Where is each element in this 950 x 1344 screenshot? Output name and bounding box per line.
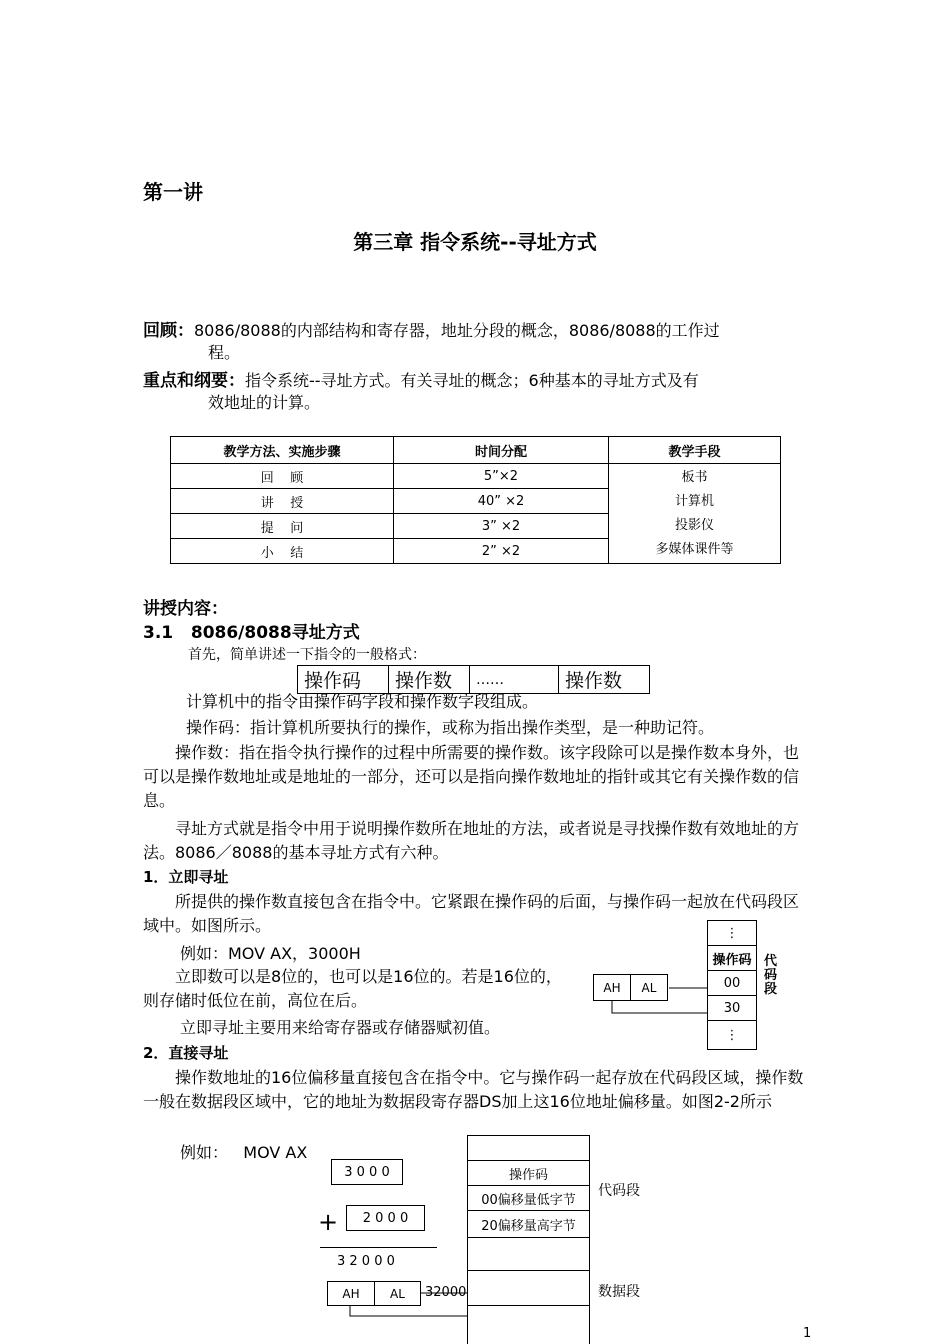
plus-sign: +: [318, 1208, 339, 1236]
review-line2: 程。: [208, 343, 241, 362]
para-composition: 计算机中的指令由操作码字段和操作数字段组成。: [186, 692, 539, 711]
content-heading: 讲授内容：: [143, 599, 228, 619]
register-ah: AH: [327, 1281, 375, 1306]
step-cell: 回 顾: [171, 464, 394, 489]
means-item: 板书: [681, 470, 708, 485]
time-cell: 2” ×2: [394, 539, 609, 564]
memory-dots: ⋮: [707, 920, 757, 946]
key-points-label: 重点和纲要：: [143, 371, 245, 391]
chapter-title: 第三章 指令系统--寻址方式: [353, 230, 597, 254]
memory-opcode: 操作码: [707, 945, 757, 971]
para-operand: 操作数：指在指令执行操作的过程中所需要的操作数。该字段除可以是操作数本身外，也可以是操作数地址或是地址的一部分，还可以是指向操作数地址的指针或其它有关操作数的信息。: [143, 743, 800, 810]
time-cell: 3” ×2: [394, 514, 609, 539]
para-addressing: 寻址方式就是指令中用于说明操作数所在地址的方法，或者说是寻找操作数有效地址的方法。8086／8088的基本寻址方式有六种。: [143, 819, 800, 862]
review-label: 回顾：: [143, 321, 194, 341]
memory-opcode: 操作码: [467, 1160, 590, 1186]
step-cell: 提 问: [171, 514, 394, 539]
step-cell: 小 结: [171, 539, 394, 564]
immediate-para1: 所提供的操作数直接包含在指令中。它紧跟在操作码的后面，与操作码一起放在代码段区域中。如图所示。: [143, 892, 800, 935]
format-operand: 操作数: [389, 666, 470, 694]
memory-offset-high: 20偏移量高字节: [467, 1210, 590, 1238]
means-item: 投影仪: [674, 518, 714, 533]
direct-example: 例如： MOV AX: [180, 1143, 308, 1162]
time-cell: 5”×2: [394, 464, 609, 489]
immediate-example: 例如：MOV AX，3000H: [180, 944, 361, 963]
time-cell: 40” ×2: [394, 489, 609, 514]
code-segment-label: 代码段: [598, 1183, 640, 1199]
header-time: 时间分配: [394, 437, 609, 464]
address-label: 32000: [425, 1285, 467, 1300]
means-item: 计算机: [674, 494, 714, 509]
format-ellipsis: ……: [470, 666, 559, 694]
page-number: 1: [803, 1326, 812, 1341]
code-segment-label: 代码段: [764, 954, 778, 997]
format-operand: 操作数: [559, 666, 650, 694]
para-opcode: 操作码：指计算机所要执行的操作，或称为指出操作类型，是一种助记符。: [186, 718, 715, 737]
header-method: 教学方法、实施步骤: [171, 437, 394, 464]
step-cell: 讲 授: [171, 489, 394, 514]
immediate-para3: 立即寻址主要用来给寄存器或存储器赋初值。: [180, 1018, 501, 1037]
key-points-text: 指令系统--寻址方式。有关寻址的概念；6种基本的寻址方式及有: [245, 371, 699, 390]
direct-para1: 操作数地址的16位偏移量直接包含在指令中。它与操作码一起存放在代码段区域，操作数一般在数据段区域中，它的地址为数据段寄存器DS加上这16位地址偏移量。如图2-2所示: [143, 1068, 804, 1111]
memory-dots: ⋮: [707, 1020, 757, 1050]
review-text: 8086/8088的内部结构和寄存器，地址分段的概念，8086/8088的工作过: [194, 321, 720, 340]
memory-byte-high: 30: [707, 995, 757, 1021]
arrow-ah-data: [350, 1306, 467, 1316]
memory-offset-low: 00偏移量低字节: [467, 1185, 590, 1211]
key-points-line2: 效地址的计算。: [208, 393, 321, 412]
format-opcode: 操作码: [298, 666, 389, 694]
register-al: AL: [374, 1281, 421, 1306]
data-segment-label: 数据段: [598, 1284, 640, 1300]
intro-line: 首先，简单讲述一下指令的一般格式：: [188, 647, 426, 663]
means-item: 多媒体课件等: [655, 542, 734, 557]
sum-value: 3 2 0 0 0: [337, 1254, 395, 1269]
lecture-title: 第一讲: [143, 180, 203, 204]
memory-byte-low: 00: [707, 970, 757, 996]
ds-value-box: 3 0 0 0: [331, 1159, 403, 1185]
register-ah: AH: [593, 974, 631, 1001]
offset-value-box: 2 0 0 0: [346, 1205, 425, 1231]
immediate-heading: 1．立即寻址: [143, 868, 229, 886]
immediate-para2: 立即数可以是8位的，也可以是16位的。若是16位的，则存储时低位在前，高位在后。: [143, 967, 562, 1010]
register-al: AL: [630, 974, 668, 1001]
direct-heading: 2．直接寻址: [143, 1044, 229, 1062]
section-heading: 3.1 8086/8088寻址方式: [143, 623, 360, 643]
header-means: 教学手段: [609, 437, 781, 464]
